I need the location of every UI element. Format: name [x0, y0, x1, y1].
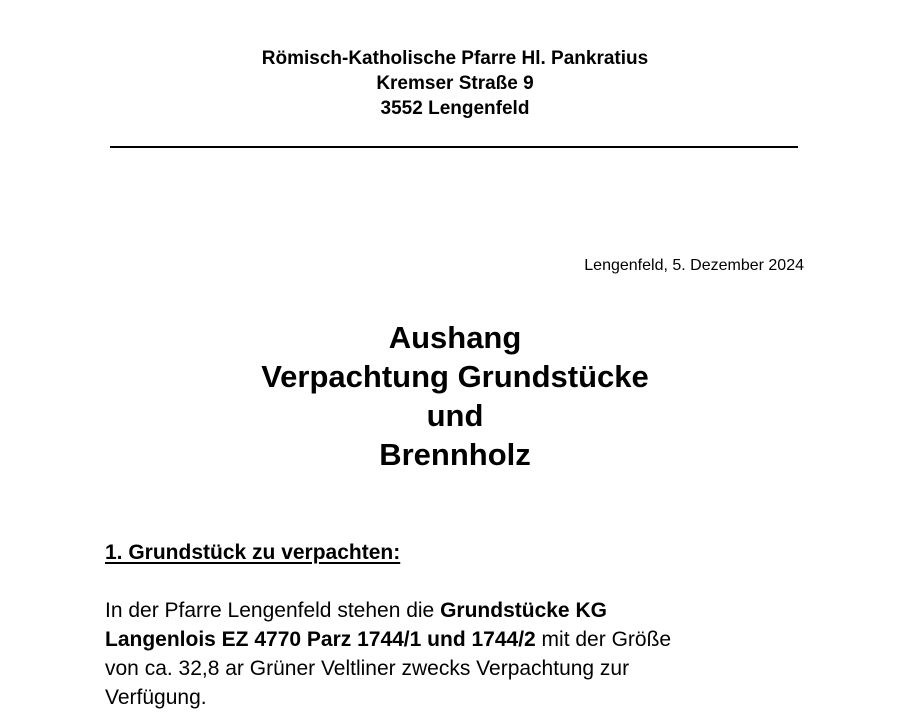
- letterhead-parish-name: Römisch-Katholische Pfarre Hl. Pankratius: [261, 48, 649, 69]
- title-line-aushang: Aushang: [388, 320, 522, 355]
- paragraph-text: mit der Größe: [535, 628, 672, 651]
- paragraph-line-1: [105, 596, 805, 625]
- letterhead-divider: [110, 146, 798, 148]
- letterhead-street: Kremser Straße 9: [376, 73, 534, 94]
- paragraph-line-2: [105, 625, 805, 654]
- paragraph-text: In der Pfarre Lengenfeld stehen die: [105, 599, 441, 622]
- title-line-verpachtung: Verpachtung Grundstücke: [261, 359, 649, 394]
- letterhead: [0, 46, 910, 121]
- paragraph-bold-text: Langenlois EZ 4770 Parz 1744/1 und 1744/2: [105, 628, 536, 651]
- title-line-brennholz: Brennholz: [379, 437, 531, 472]
- section-1-paragraph: [105, 596, 805, 712]
- paragraph-bold-text: Grundstücke KG: [440, 599, 607, 622]
- paragraph-line-3: von ca. 32,8 ar Grüner Veltliner zwecks Verpachtung zur: [105, 657, 630, 680]
- document-title: [0, 318, 910, 474]
- section-1-heading: 1. Grundstück zu verpachten:: [105, 541, 401, 564]
- paragraph-line-4: Verfügung.: [105, 686, 207, 709]
- letterhead-city: 3552 Lengenfeld: [380, 98, 530, 119]
- document-date: Lengenfeld, 5. Dezember 2024: [584, 257, 804, 274]
- title-line-und: und: [426, 398, 484, 433]
